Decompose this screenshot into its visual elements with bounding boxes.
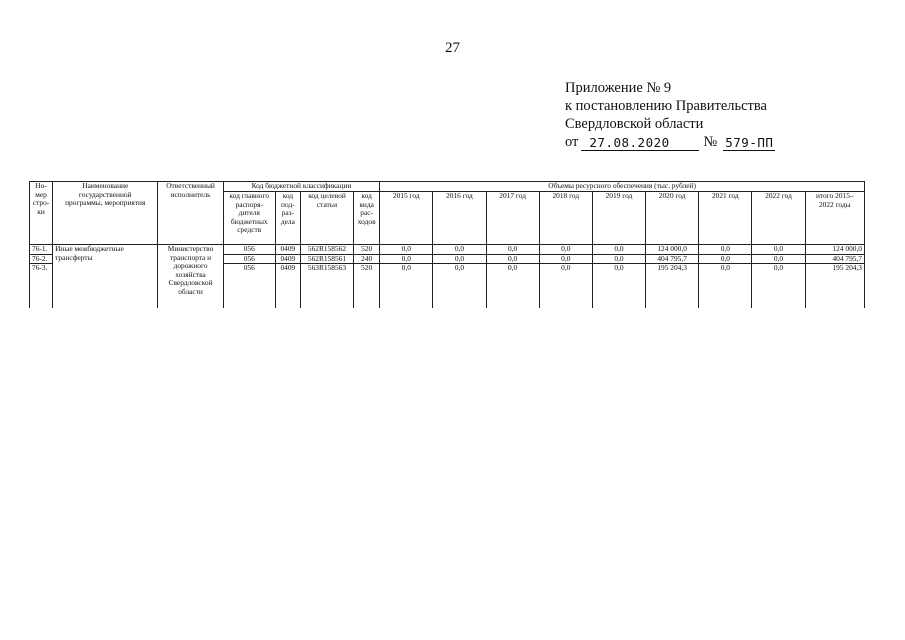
header-main-manager-code-text: код главного распоря- дителя бюджетных средств (229, 191, 270, 235)
header-subsection-code (275, 192, 300, 245)
header-program-name-text: Наименование государственной программы, мероприятия (65, 181, 146, 208)
expense-type-code-cell: 520 (354, 245, 380, 255)
appendix-region: Свердловской области (565, 116, 704, 132)
header-year-2021: 2021 год (699, 192, 752, 245)
header-total (805, 192, 864, 245)
expense-type-code-cell: 240 (354, 254, 380, 264)
total-value-cell: 124 000,0 (805, 245, 864, 255)
main-manager-code-cell: 056 (223, 245, 275, 255)
header-year-2017: 2017 год (486, 192, 539, 245)
header-subsection-code-text: код под- раз- дела (280, 191, 295, 226)
resolution-date: 27.08.2020 (581, 135, 699, 151)
year-value-cell: 0,0 (752, 264, 805, 309)
year-value-cell: 0,0 (699, 254, 752, 264)
total-value-cell: 404 795,7 (805, 254, 864, 264)
header-year-2022: 2022 год (752, 192, 805, 245)
subsection-code-cell: 0409 (275, 264, 300, 309)
header-row-main (30, 182, 865, 192)
header-year-2015: 2015 год (380, 192, 433, 245)
year-value-cell: 0,0 (699, 264, 752, 309)
executor-cell: Министерство транспорта и дорожного хозяйства Свердловской области (158, 245, 223, 309)
year-value-cell: 0,0 (433, 254, 486, 264)
from-label: от (565, 134, 579, 150)
appendix-block (565, 79, 775, 151)
page-number: 27 (445, 40, 460, 56)
expense-type-code-cell: 520 (354, 264, 380, 309)
resolution-number: 579-ПП (725, 135, 774, 150)
year-value-cell: 0,0 (380, 254, 433, 264)
header-expense-type-code-text: код вида рас- ходов (357, 191, 376, 226)
year-value-cell: 0,0 (433, 264, 486, 309)
subsection-code-cell: 0409 (275, 245, 300, 255)
appendix-resolution: к постановлению Правительства (565, 98, 767, 114)
header-program-name (53, 182, 158, 245)
row-number-cell: 76-1. (30, 245, 53, 255)
appendix-title: Приложение № 9 (565, 80, 672, 96)
header-year-2016: 2016 год (433, 192, 486, 245)
year-value-cell: 0,0 (592, 245, 645, 255)
main-manager-code-cell: 056 (223, 264, 275, 309)
subsection-code-cell: 0409 (275, 254, 300, 264)
appendix-date-number-row (565, 133, 775, 151)
header-year-2019: 2019 год (592, 192, 645, 245)
header-executor (158, 182, 223, 245)
total-value-cell: 195 204,3 (805, 264, 864, 309)
header-resources-group: Объемы ресурсного обеспечения (тыс. рублей) (380, 182, 865, 192)
main-manager-code-cell: 056 (223, 254, 275, 264)
year-value-cell: 0,0 (380, 245, 433, 255)
header-target-article-code-text: код целевой статьи (308, 191, 346, 209)
header-expense-type-code (354, 192, 380, 245)
year-value-cell: 0,0 (699, 245, 752, 255)
header-executor-text: Ответственный исполнитель (166, 181, 215, 199)
year-value-cell: 124 000,0 (646, 245, 699, 255)
header-total-text: итого 2015– 2022 годы (815, 191, 854, 209)
year-value-cell: 404 795,7 (646, 254, 699, 264)
year-value-cell: 0,0 (486, 264, 539, 309)
target-article-code-cell: 562R158561 (300, 254, 353, 264)
number-label: № (703, 134, 718, 150)
header-main-manager-code (223, 192, 275, 245)
header-budget-code-group: Код бюджетной классификации (223, 182, 380, 192)
year-value-cell: 0,0 (486, 245, 539, 255)
year-value-cell: 0,0 (592, 264, 645, 309)
year-value-cell: 0,0 (539, 245, 592, 255)
year-value-cell: 0,0 (539, 264, 592, 309)
row-number-cell: 76-3. (30, 264, 53, 309)
year-value-cell: 195 204,3 (646, 264, 699, 309)
year-value-cell: 0,0 (539, 254, 592, 264)
budget-table (29, 181, 865, 308)
year-value-cell: 0,0 (592, 254, 645, 264)
year-value-cell: 0,0 (752, 254, 805, 264)
target-article-code-cell: 562R158562 (300, 245, 353, 255)
header-target-article-code (300, 192, 353, 245)
header-row-number (30, 182, 53, 245)
table-body (30, 245, 865, 309)
program-name-cell: Иные межбюджетные трансферты (53, 245, 158, 309)
header-year-2020: 2020 год (646, 192, 699, 245)
header-row-number-text: Но- мер стро- ки (32, 181, 50, 216)
table-row (30, 245, 865, 255)
row-number-cell: 76-2. (30, 254, 53, 264)
year-value-cell: 0,0 (433, 245, 486, 255)
header-year-2018: 2018 год (539, 192, 592, 245)
target-article-code-cell: 563R158563 (300, 264, 353, 309)
year-value-cell: 0,0 (380, 264, 433, 309)
year-value-cell: 0,0 (486, 254, 539, 264)
year-value-cell: 0,0 (752, 245, 805, 255)
